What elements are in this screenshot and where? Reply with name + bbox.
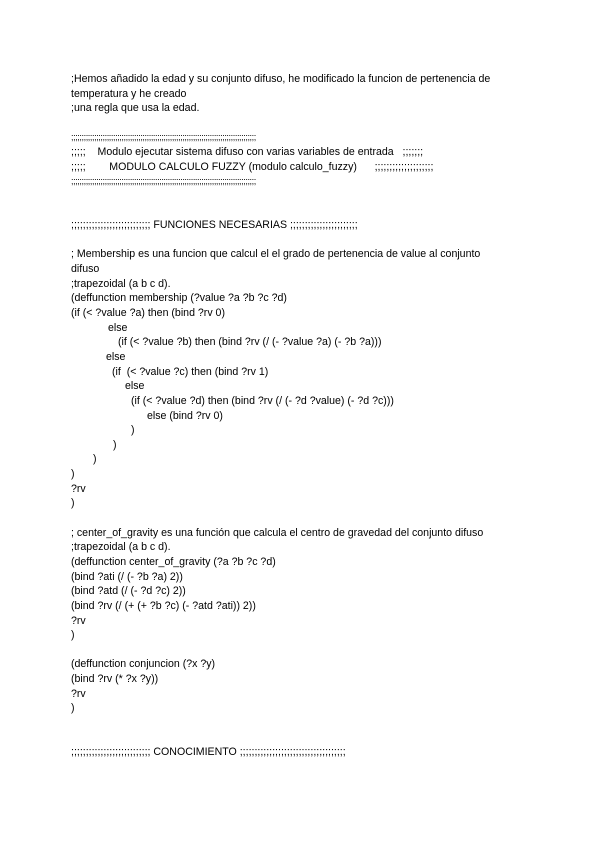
conjuncion-code-line: (deffunction conjuncion (?x ?y) [71,658,216,670]
cog-comment-1: ; center_of_gravity es una función que calcula el centro de gravedad del conjunto difuso [71,527,484,539]
cog-code-line: ) [71,629,75,641]
funciones-section-header: ;;;;;;;;;;;;;;;;;;;;;;;;;;; FUNCIONES NECESARIAS ;;;;;;;;;;;;;;;;;;;;;;; [71,219,358,231]
membership-comment-1: ; Membership es una funcion que calcul el el grado de pertenencia de value al conjunto [71,248,481,260]
membership-code-line: ) [131,424,135,436]
intro-line-3: ;una regla que usa la edad. [71,102,200,114]
membership-comment-2: difuso [71,263,100,275]
membership-code-line: ) [71,468,75,480]
conocimiento-section-header: ;;;;;;;;;;;;;;;;;;;;;;;;;;; CONOCIMIENTO ;;;;;;;;;;;;;;;;;;;;;;;;;;;;;;;;;;;; [71,746,346,758]
module-header-line-1: ;;;;; Modulo ejecutar sistema difuso con varias variables de entrada ;;;;;;; [71,146,424,158]
membership-code-line: ) [113,439,117,451]
membership-code-line: (if (< ?value ?b) then (bind ?rv (/ (- ?value ?a) (- ?b ?a))) [118,336,382,348]
cog-code-line: (bind ?rv (/ (+ (+ ?b ?c) (- ?atd ?ati)) 2)) [71,600,256,612]
conjuncion-code-line: ?rv [71,688,86,700]
cog-code-line: (bind ?ati (/ (- ?b ?a) 2)) [71,571,183,583]
intro-line-1: ;Hemos añadido la edad y su conjunto difuso, he modificado la funcion de pertenencia de [71,73,491,85]
membership-code-line: ?rv [71,483,86,495]
module-header-border-bottom: ;;;;;;;;;;;;;;;;;;;;;;;;;;;;;;;;;;;;;;;;;;;;;;;;;;;;;;;;;;;;;;;;;;;;;;;;;;;;;;;;;;;;;;;; [71,176,256,186]
membership-code-line: else [108,322,128,334]
cog-code-line: (deffunction center_of_gravity (?a ?b ?c ?d) [71,556,276,568]
membership-code-line: (if (< ?value ?a) then (bind ?rv 0) [71,307,225,319]
membership-code-line: else (bind ?rv 0) [147,410,223,422]
cog-code-line: (bind ?atd (/ (- ?d ?c) 2)) [71,585,186,597]
membership-comment-3: ;trapezoidal (a b c d). [71,278,171,290]
module-header-border-top: ;;;;;;;;;;;;;;;;;;;;;;;;;;;;;;;;;;;;;;;;;;;;;;;;;;;;;;;;;;;;;;;;;;;;;;;;;;;;;;;;;;;;;;;; [71,132,256,142]
cog-code-line: ?rv [71,615,86,627]
cog-comment-2: ;trapezoidal (a b c d). [71,541,171,553]
membership-code-line: (if (< ?value ?c) then (bind ?rv 1) [112,366,269,378]
membership-code-line: ) [93,453,97,465]
conjuncion-code-line: ) [71,702,75,714]
membership-code-line: (deffunction membership (?value ?a ?b ?c ?d) [71,292,287,304]
conjuncion-code-line: (bind ?rv (* ?x ?y)) [71,673,159,685]
intro-line-2: temperatura y he creado [71,88,187,100]
membership-code-line: (if (< ?value ?d) then (bind ?rv (/ (- ?d ?value) (- ?d ?c))) [131,395,394,407]
membership-code-line: else [125,380,145,392]
module-header-line-2: ;;;;; MODULO CALCULO FUZZY (modulo calculo_fuzzy) ;;;;;;;;;;;;;;;;;;;; [71,161,434,173]
membership-code-line: else [106,351,126,363]
membership-code-line: ) [71,497,75,509]
